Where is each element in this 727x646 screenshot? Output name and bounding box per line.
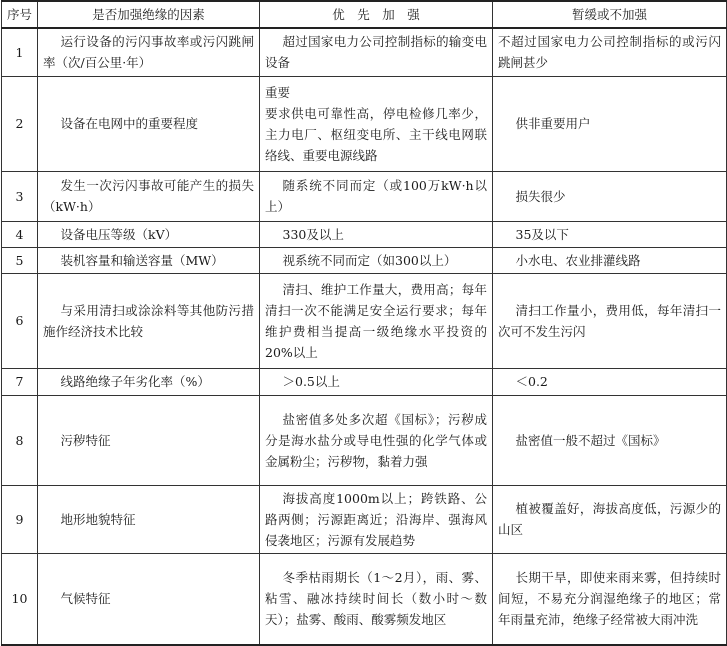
- defer-cell: 损失很少: [493, 171, 727, 221]
- factor-cell: 气候特征: [38, 553, 260, 645]
- row-number: 10: [2, 553, 38, 645]
- table-header-row: [2, 1, 727, 28]
- row-number: 7: [2, 368, 38, 395]
- table-row: [2, 28, 727, 76]
- strengthen-cell: 随系统不同而定（或100万kW·h以上）: [260, 171, 493, 221]
- strengthen-cell: 清扫、维护工作量大，费用高；每年清扫一次不能满足安全运行要求；每年维护费相当提高一级绝缘水平投资的20%以上: [260, 273, 493, 368]
- defer-cell: 植被覆盖好，海拔高度低，污源少的山区: [493, 485, 727, 553]
- row-number: 9: [2, 485, 38, 553]
- factor-cell: 与采用清扫或涂涂料等其他防污措施作经济技术比较: [38, 273, 260, 368]
- factor-cell: 地形地貌特征: [38, 485, 260, 553]
- row-number: 3: [2, 171, 38, 221]
- table-row: [2, 273, 727, 368]
- row-number: 1: [2, 28, 38, 76]
- row-number: 6: [2, 273, 38, 368]
- header-factor: 是否加强绝缘的因素: [38, 1, 260, 28]
- table-row: [2, 395, 727, 485]
- strengthen-cell: 视系统不同而定（如300以上）: [260, 247, 493, 273]
- row-number: 5: [2, 247, 38, 273]
- table-row: [2, 553, 727, 645]
- header-serial-number: 序号: [2, 1, 38, 28]
- factor-cell: 装机容量和输送容量（MW）: [38, 247, 260, 273]
- factor-cell: 污秽特征: [38, 395, 260, 485]
- defer-cell: 小水电、农业排灌线路: [493, 247, 727, 273]
- strengthen-cell: 海拔高度1000m以上；跨铁路、公路两侧；污源距离近；沿海岸、强海风侵袭地区；污源有发展趋势: [260, 485, 493, 553]
- factor-cell: 设备电压等级（kV）: [38, 221, 260, 247]
- defer-cell: 35及以下: [493, 221, 727, 247]
- defer-cell: 不超过国家电力公司控制指标的或污闪跳闸甚少: [493, 28, 727, 76]
- defer-cell: 盐密值一般不超过《国标》: [493, 395, 727, 485]
- table-row: [2, 485, 727, 553]
- row-number: 8: [2, 395, 38, 485]
- defer-cell: ＜0.2: [493, 368, 727, 395]
- header-defer-or-not: 暂缓或不加强: [493, 1, 727, 28]
- factor-cell: 设备在电网中的重要程度: [38, 76, 260, 171]
- defer-cell: 长期干旱，即使来雨来雾，但持续时间短，不易充分润湿绝缘子的地区；常年雨量充沛，绝缘子经常被大雨冲洗: [493, 553, 727, 645]
- strengthen-cell: 冬季枯雨期长（1～2月），雨、雾、粘雪、融冰持续时间长（数小时～数天）；盐雾、酸雨、酸雾频发地区: [260, 553, 493, 645]
- insulation-factors-table: [1, 0, 727, 646]
- strengthen-cell-heading: 重要: [265, 84, 291, 100]
- strengthen-cell: 盐密值多处多次超《国标》；污秽成分是海水盐分或导电性强的化学气体或金属粉尘；污秽物，黏着力强: [260, 395, 493, 485]
- row-number: 4: [2, 221, 38, 247]
- table-row: [2, 76, 727, 171]
- strengthen-cell: [260, 76, 493, 171]
- row-number: 2: [2, 76, 38, 171]
- defer-cell: 供非重要用户: [493, 76, 727, 171]
- header-priority-strengthen: 优 先 加 强: [260, 1, 493, 28]
- defer-cell: 清扫工作量小，费用低，每年清扫一次可不发生污闪: [493, 273, 727, 368]
- table-row: [2, 247, 727, 273]
- table-row: [2, 171, 727, 221]
- factor-cell: 线路绝缘子年劣化率（%）: [38, 368, 260, 395]
- strengthen-cell: ＞0.5以上: [260, 368, 493, 395]
- strengthen-cell: 超过国家电力公司控制指标的输变电设备: [260, 28, 493, 76]
- factor-cell: 发生一次污闪事故可能产生的损失（kW·h）: [38, 171, 260, 221]
- table-row: [2, 368, 727, 395]
- strengthen-cell: 330及以上: [260, 221, 493, 247]
- strengthen-cell-body: 要求供电可靠性高，停电检修几率少，主力电厂、枢纽变电所、主干线电网联络线、重要电源线路: [265, 105, 487, 163]
- table-row: [2, 221, 727, 247]
- factor-cell: 运行设备的污闪事故率或污闪跳闸率（次/百公里·年）: [38, 28, 260, 76]
